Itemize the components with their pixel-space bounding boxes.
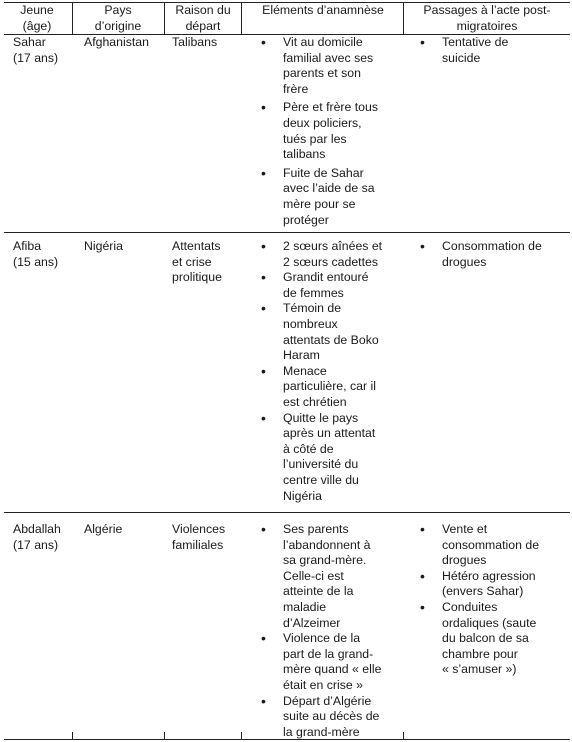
list-item: • Vit au domicile familial avec ses parents et son frère [283, 35, 403, 97]
row-3-anamnese-list [283, 522, 403, 740]
header-passages: Passages à l’acte post- migratoires [423, 3, 551, 33]
column-divider-4-bottom [403, 732, 404, 740]
list-item: • Vente et consommation de drogues [442, 522, 568, 569]
list-item: • Grandit entouré de femmes [283, 270, 403, 301]
list-item: • Ses parents l’abandonnent à sa grand-mère. Celle-ci est atteinte de la maladie d’Alzeimer [283, 522, 403, 631]
row-separator-2 [4, 512, 570, 513]
column-divider-2-bottom [164, 732, 165, 740]
row-2-anamnese-list [283, 239, 403, 504]
list-item: • 2 sœurs aînées et 2 sœurs cadettes [283, 239, 403, 270]
row-1-pays: Afghanistan [84, 35, 149, 49]
row-2-passages-list [442, 239, 568, 270]
header-raison: Raison du départ [175, 3, 231, 33]
row-2-pays: Nigéria [84, 239, 123, 253]
list-item: • Violence de la part de la grand- mère quand « elle était en crise » [283, 631, 403, 693]
list-item: • Conduites ordaliques (saute du balcon de sa chambre pour « s’amuser ») [442, 600, 568, 678]
row-3-raison: Violences familiales [172, 522, 226, 552]
header-jeune: Jeune (âge) [20, 3, 54, 33]
column-divider-4-top [403, 2, 404, 34]
list-item: • Quitte le pays après un attentat à côté de l’université du centre ville du Nigéria [283, 411, 403, 505]
row-1-jeune: Sahar (17 ans) [13, 35, 59, 65]
column-divider-2-top [164, 2, 165, 34]
list-item: • Témoin de nombreux attentats de Boko Haram [283, 301, 403, 363]
row-1-passages-list [442, 35, 568, 66]
row-3-passages-list [442, 522, 568, 678]
column-divider-1-bottom [72, 732, 73, 740]
header-pays: Pays d’origine [94, 3, 142, 33]
row-2-raison: Attentats et crise prolitique [172, 239, 222, 285]
row-1-anamnese-list [283, 35, 403, 228]
column-divider-3-bottom [241, 732, 242, 740]
row-separator-1 [4, 232, 570, 233]
list-item: • Départ d’Algérie suite au décès de la grand-mère [283, 694, 403, 741]
list-item: • Tentative de suicide [442, 35, 568, 66]
list-item: • Père et frère tous deux policiers, tués par les talibans [283, 100, 403, 162]
row-2-jeune: Afiba (15 ans) [13, 239, 59, 269]
column-divider-1-top [72, 2, 73, 34]
row-1-raison: Talibans [172, 35, 218, 49]
header-anamnese: Eléments d’anamnèse [262, 3, 384, 17]
list-item: • Menace particulière, car il est chrétien [283, 364, 403, 411]
list-item: • Hétéro agression (envers Sahar) [442, 569, 568, 600]
row-3-pays: Algérie [84, 522, 123, 536]
row-3-jeune: Abdallah (17 ans) [13, 522, 61, 552]
column-divider-3-top [241, 2, 242, 34]
list-item: • Fuite de Sahar avec l’aide de sa mère pour se protéger [283, 166, 403, 228]
list-item: • Consommation de drogues [442, 239, 568, 270]
